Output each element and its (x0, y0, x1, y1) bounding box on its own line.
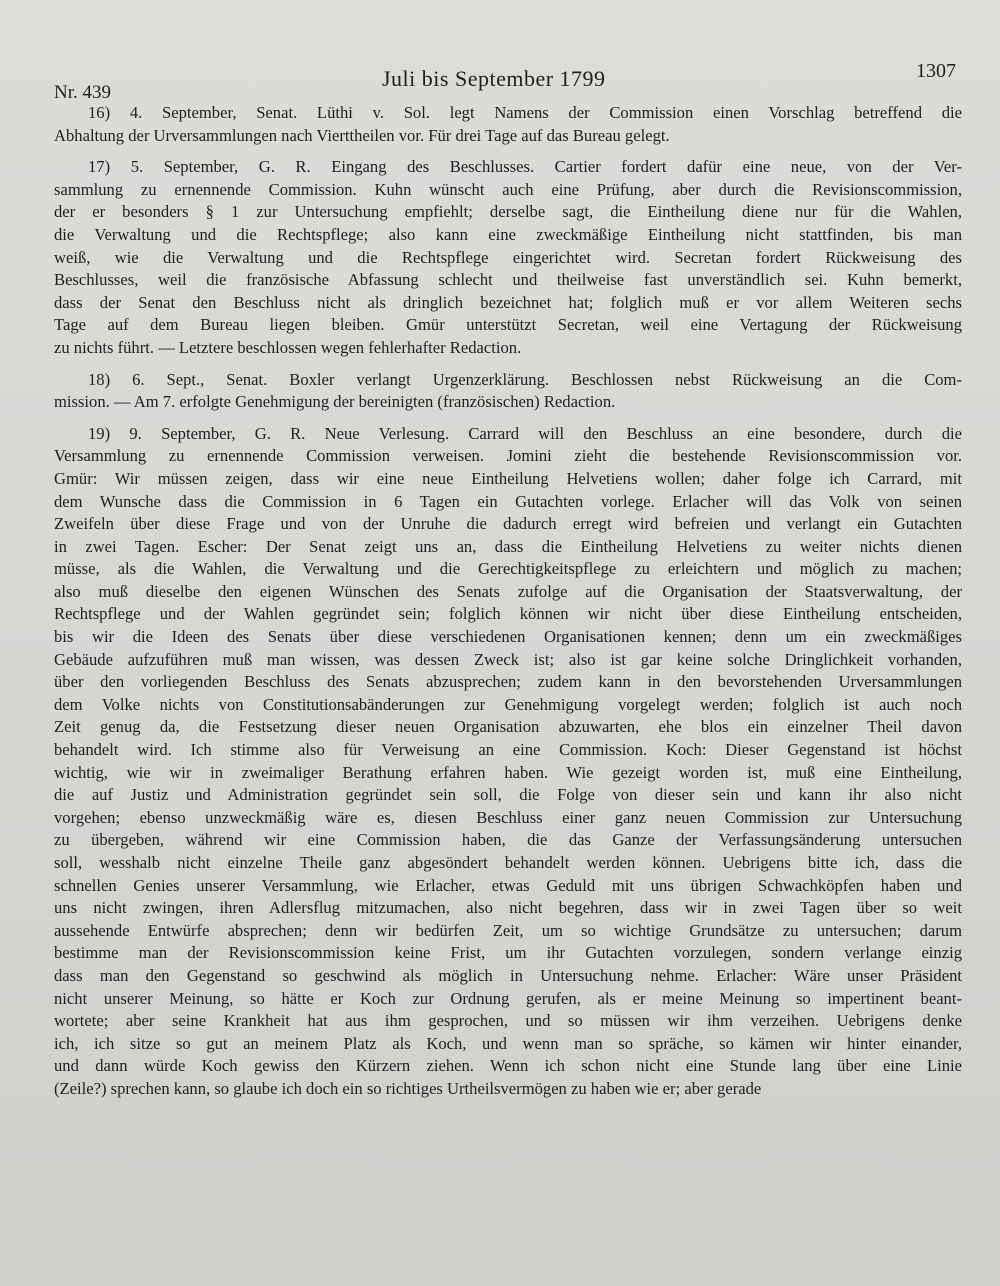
text-line: sammlung zu ernennende Commission. Kuhn wünscht auch eine Prüfung, aber durch die Revisionscommission, (54, 179, 962, 199)
text-line: Zeit genug da, die Festsetzung dieser neuen Organisation abzuwarten, ehe blos ein einzelner Theil davon (54, 717, 962, 737)
running-title: Juli bis September 1799 (382, 66, 606, 91)
text-line: Abhaltung der Urversammlungen nach Vierttheilen vor. Für drei Tage auf das Bureau gelegt. (54, 125, 670, 145)
text-line: der er besonders § 1 zur Untersuchung empfiehlt; derselbe sagt, die Eintheilung diene nur für die Wahlen, (54, 202, 962, 222)
text-line: mission. — Am 7. erfolgte Genehmigung der bereinigten (französischen) Redaction. (54, 392, 616, 412)
paragraph (54, 423, 962, 1101)
paragraph (54, 102, 962, 147)
text-line: Tage auf dem Bureau liegen bleiben. Gmür unterstützt Secretan, weil eine Vertagung der Rückweisung (54, 315, 962, 335)
text-line: 19) 9. September, G. R. Neue Verlesung. Carrard will den Beschluss an eine besondere, durch die (88, 423, 962, 443)
text-line: also muß dieselbe den eigenen Wünschen des Senats zufolge auf die Organisation der Staatsverwaltung, der (54, 581, 962, 601)
page-number: 1307 (916, 60, 956, 82)
text-line: 16) 4. September, Senat. Lüthi v. Sol. legt Namens der Commission einen Vorschlag betreffend die (88, 103, 962, 122)
text-line: dass man den Gegenstand so geschwind als möglich in Untersuchung nehme. Erlacher: Wäre unser Präsident (54, 965, 962, 985)
text-line: soll, wesshalb nicht einzelne Theile ganz abgesöndert behandelt werden können. Uebrigens bitte ich, dass die (54, 853, 962, 872)
text-line: bis wir die Ideen des Senats über diese verschiedenen Organisationen kennen; denn um ein zweckmäßiges (54, 627, 962, 647)
paragraph (54, 369, 962, 414)
text-line: die auf Justiz und Administration gegründet sein soll, die Folge von dieser sein und kann ihr also nicht (54, 785, 962, 805)
text-line: zu übergeben, während wir eine Commission haben, die das Ganze der Verfassungsänderung untersuchen (54, 830, 962, 850)
text-line: 18) 6. Sept., Senat. Boxler verlangt Urgenzerklärung. Beschlossen nebst Rückweisung an die Com- (88, 369, 962, 389)
text-line: zu nichts führt. — Letztere beschlossen wegen fehlerhafter Redaction. (54, 337, 522, 357)
paragraph (54, 156, 962, 359)
text-line: über den vorliegenden Beschluss des Senats abzusprechen; zudem kann in den bevorstehenden Urversammlungen (54, 672, 962, 692)
text-line: dass der Senat den Beschluss nicht als dringlich bezeichnet hat; folglich muß er vor allem Weiteren sechs (54, 292, 962, 312)
text-line: dem Wunsche dass die Commission in 6 Tagen ein Gutachten vorlege. Erlacher will das Volk von seinen (54, 491, 962, 511)
text-line: und dann würde Koch gewiss den Kürzern ziehen. Wenn ich schon nicht eine Stunde lang über eine Linie (54, 1056, 962, 1076)
text-line: müsse, als die Wahlen, die Verwaltung und die Gerechtigkeitspflege zu erleichtern und möglich zu machen; (54, 559, 962, 579)
text-line: aussehende Entwürfe absprechen; denn wir bedürfen Zeit, um so wichtige Grundsätze zu untersuchen; darum (54, 920, 962, 940)
text-line: (Zeile?) sprechen kann, so glaube ich doch ein so richtiges Urtheilsvermögen zu haben wie er; aber gerade (54, 1078, 762, 1098)
document-number: Nr. 439 (54, 82, 111, 103)
text-line: Versammlung zu ernennende Commission verweisen. Jomini zieht die bestehende Revisionscommission vor. (54, 446, 962, 466)
text-line: Rechtspflege und der Wahlen gegründet sein; folglich können wir nicht über diese Eintheilung entscheiden, (54, 604, 962, 624)
document-body (54, 102, 962, 1110)
text-line: Zweifeln über diese Frage und von der Unruhe die dadurch erregt wird befreien und verlangt ein Gutachten (54, 514, 962, 534)
text-line: 17) 5. September, G. R. Eingang des Beschlusses. Cartier fordert dafür eine neue, von der Ver- (88, 157, 962, 177)
text-line: weiß, wie die Verwaltung und die Rechtspflege eingerichtet wird. Secretan fordert Rückweisung des (54, 247, 962, 267)
text-line: die Verwaltung und die Rechtspflege; also kann eine zweckmäßige Eintheilung nicht stattfinden, bis man (54, 224, 962, 244)
text-line: behandelt wird. Ich stimme also für Verweisung an eine Commission. Koch: Dieser Gegenstand ist höchst (54, 740, 962, 760)
text-line: schnellen Genies unserer Versammlung, wie Erlacher, etwas Geduld mit uns übrigen Schwachköpfen haben und (54, 875, 962, 895)
text-line: dem Volke nichts von Constitutionsabänderungen zur Genehmigung vorgelegt werden; folglich ist auch noch (54, 694, 962, 714)
text-line: ich, ich sitze so gut an meinem Platz als Koch, und wenn man so spräche, so kämen wir hinter einander, (54, 1033, 962, 1053)
text-line: wichtig, wie wir in zweimaliger Berathung erfahren haben. Wie gezeigt worden ist, muß eine Eintheilung, (54, 762, 962, 782)
text-line: Gmür: Wir müssen zeigen, dass wir eine neue Eintheilung Helvetiens wollen; daher folge ich Carrard, mit (54, 468, 962, 488)
text-line: Beschlusses, weil die französische Abfassung schlecht und theilweise fast unverständlich sei. Kuhn bemerkt, (54, 270, 962, 290)
page-header (52, 60, 960, 106)
text-line: Gebäude aufzuführen muß man wissen, was dessen Zweck ist; also ist gar keine solche Dringlichkeit vorhanden, (54, 649, 962, 669)
text-line: bestimme man der Revisionscommission keine Frist, um ihr Gutachten vorzulegen, sondern verlange einzig (54, 943, 962, 963)
text-line: vorgehen; ebenso unzweckmäßig wäre es, diesen Beschluss einer ganz neuen Commission zur Untersuchung (54, 807, 962, 827)
text-line: wortete; aber seine Krankheit hat aus ihm gesprochen, und so müssen wir ihm verzeihen. Uebrigens denke (54, 1011, 962, 1031)
text-line: nicht unserer Meinung, so hätte er Koch zur Ordnung gerufen, als er meine Meinung so impertinent beant- (54, 988, 962, 1008)
text-line: in zwei Tagen. Escher: Der Senat zeigt uns an, dass die Eintheilung Helvetiens zu weiter nichts dienen (54, 536, 962, 556)
text-line: uns nicht zwingen, ihren Adlersflug mitzumachen, also nicht begehren, dass wir in zwei Tagen über so weit (54, 898, 962, 918)
